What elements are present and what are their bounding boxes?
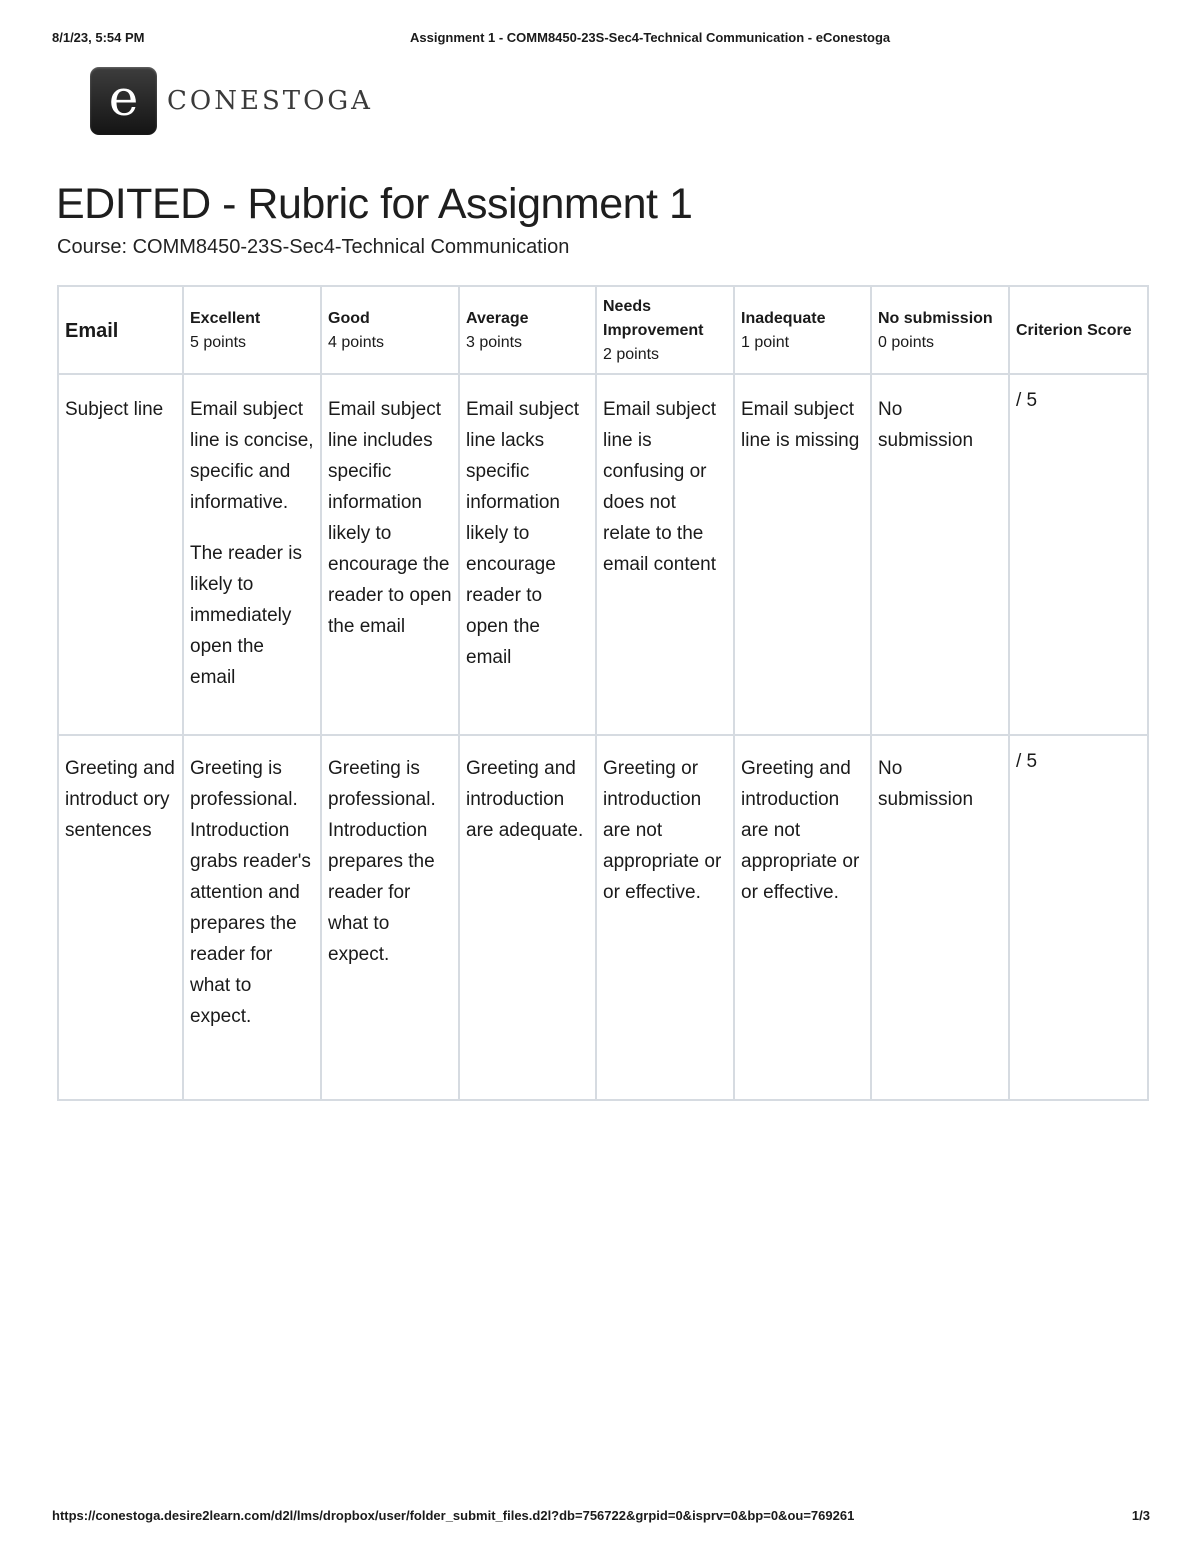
level-description: Greeting and introduction are not appropriate or or effective. — [734, 735, 871, 1100]
print-page-title: Assignment 1 - COMM8450-23S-Sec4-Technical Communication - eConestoga — [410, 30, 891, 45]
criterion-label: Greeting and introduct ory sentences — [58, 735, 183, 1100]
logo-wordmark: CONESTOGA — [167, 86, 373, 116]
level-name: Average — [466, 310, 529, 327]
level-description: Greeting is professional. Introduction prepares the reader for what to expect. — [321, 735, 459, 1100]
level-points: 0 points — [878, 334, 935, 351]
level-points: 2 points — [603, 346, 660, 363]
level-points: 5 points — [190, 334, 247, 351]
table-row — [58, 374, 1148, 735]
criterion-score-header: Criterion Score — [1009, 286, 1148, 374]
criterion-label: Subject line — [58, 374, 183, 735]
print-date: 8/1/23, 5:54 PM — [52, 30, 145, 45]
rubric-title: EDITED - Rubric for Assignment 1 — [56, 180, 693, 228]
level-description: Email subject line includes specific information likely to encourage the reader to open the email — [321, 374, 459, 735]
level-description: Email subject line is confusing or does not relate to the email content — [596, 374, 734, 735]
print-header — [52, 30, 1148, 48]
rubric-header-row — [58, 286, 1148, 374]
level-name: No submission — [878, 310, 993, 327]
page-number: 1/3 — [1131, 1508, 1150, 1523]
criterion-score: / 5 — [1009, 735, 1148, 1100]
level-description-text: The reader is likely to immediately open the email — [190, 543, 302, 688]
level-description: Greeting or introduction are not appropriate or or effective. — [596, 735, 734, 1100]
level-description: Greeting and introduction are adequate. — [459, 735, 596, 1100]
print-footer — [52, 1508, 1150, 1526]
level-name: Good — [328, 310, 370, 327]
level-header-needs-improvement — [596, 286, 734, 374]
criterion-group-header: Email — [58, 286, 183, 374]
print-url[interactable]: https://conestoga.desire2learn.com/d2l/lms/dropbox/user/folder_submit_files.d2l?db=756722&grpid=0&isprv=0&bp=0&ou=769261 — [52, 1508, 855, 1523]
level-name: Needs Improvement — [603, 298, 704, 339]
level-description-text: Email subject line is concise, specific and informative. — [190, 399, 314, 513]
level-points: 4 points — [328, 334, 385, 351]
level-description — [183, 374, 321, 735]
level-points: 1 point — [741, 334, 790, 351]
level-header-inadequate — [734, 286, 871, 374]
level-description: No submission — [871, 735, 1009, 1100]
level-description: No submission — [871, 374, 1009, 735]
logo-badge-icon: e — [90, 67, 157, 135]
level-name: Inadequate — [741, 310, 826, 327]
level-description: Greeting is professional. Introduction grabs reader's attention and prepares the reader for what to expect. — [183, 735, 321, 1100]
level-header-average — [459, 286, 596, 374]
table-row — [58, 735, 1148, 1100]
level-description: Email subject line is missing — [734, 374, 871, 735]
conestoga-logo[interactable] — [90, 66, 373, 136]
level-header-no-submission — [871, 286, 1009, 374]
level-header-good — [321, 286, 459, 374]
level-name: Excellent — [190, 310, 261, 327]
criterion-score: / 5 — [1009, 374, 1148, 735]
level-header-excellent — [183, 286, 321, 374]
level-points: 3 points — [466, 334, 523, 351]
rubric-table — [57, 285, 1149, 1101]
course-name: Course: COMM8450-23S-Sec4-Technical Communication — [57, 236, 570, 258]
level-description: Email subject line lacks specific information likely to encourage reader to open the email — [459, 374, 596, 735]
